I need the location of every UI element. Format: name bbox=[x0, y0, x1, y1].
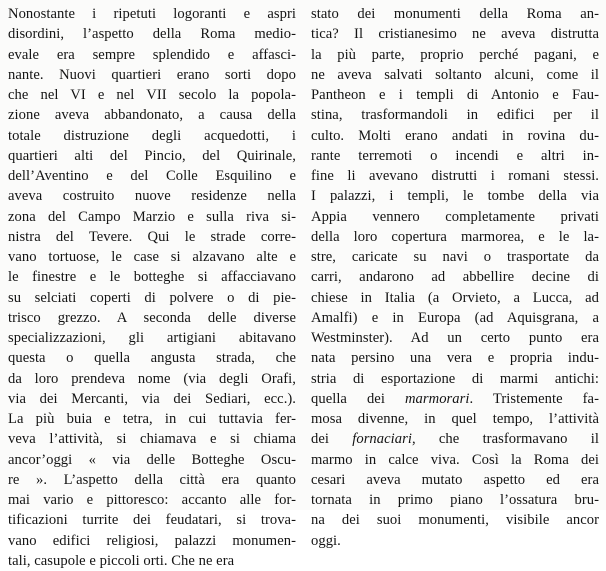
text-line: na dei suoi monumenti, visibile ancor bbox=[311, 512, 599, 529]
text-line: disordini, l’aspetto della Roma medio- bbox=[8, 26, 296, 43]
text-line: oggi. bbox=[311, 532, 341, 549]
text-line: stria di esportazione di marmi antichi: bbox=[311, 370, 599, 387]
right-text-column bbox=[311, 4, 599, 551]
text-line: zona del Campo Marzio e sulla riva si- bbox=[8, 208, 296, 225]
text-line: fine li avevano distrutti i romani stessi. bbox=[311, 168, 599, 184]
text-line: questa o quella angusta strada, che bbox=[8, 350, 296, 367]
text-line: Nonostante i ripetuti logoranti e aspri bbox=[8, 6, 296, 22]
text-line: stre, caricate su navi o trasportate da bbox=[311, 249, 599, 265]
text-line: dell’Aventino e del Colle Esquilino e bbox=[8, 168, 296, 184]
text-line: quella dei marmorari. Tristemente fa- bbox=[311, 390, 599, 407]
text-line: nistra del Tevere. Qui le strade corre- bbox=[8, 228, 296, 245]
italic-term: fornaciari bbox=[352, 431, 412, 448]
text-line: da loro prendeva nome (via degli Orafi, bbox=[8, 370, 296, 387]
text-line: Amalfi) e in Europa (ad Aquisgrana, a bbox=[311, 309, 599, 326]
text-line: veva l’attività, si chiamava e si chiama bbox=[8, 431, 296, 448]
italic-term: marmorari bbox=[404, 390, 470, 407]
text-line: vano edifici religiosi, palazzi monumen- bbox=[8, 532, 296, 549]
text-line: zione aveva abbandonato, a causa della bbox=[8, 107, 296, 124]
text-line: mosa divenne, in quel tempo, l’attività bbox=[311, 411, 599, 427]
text-line: totale distruzione degli acquedotti, i bbox=[8, 127, 296, 144]
text-line: trisco grezzo. A seconda delle diverse bbox=[8, 309, 296, 326]
text-line: quartieri alti del Pincio, del Quirinale, bbox=[8, 147, 296, 164]
text-line: la più parte, proprio perché pagani, e bbox=[311, 46, 599, 63]
text-line: aveva costruito nuove residenze nella bbox=[8, 188, 296, 205]
text-line: su selciati coperti di polvere o di pie- bbox=[8, 289, 296, 306]
text-line: rante terremoti o incendi e altri in- bbox=[311, 147, 599, 164]
text-line: specializzazioni, gli artigiani abitavano bbox=[8, 330, 296, 346]
text-line: della loro copertura marmorea, e le la- bbox=[311, 228, 599, 245]
text-line: tali, casupole e piccoli orti. Che ne era bbox=[8, 552, 235, 569]
text-line: Westminster). Ad un certo punto era bbox=[311, 330, 599, 346]
text-line: stato dei monumenti della Roma an- bbox=[311, 6, 599, 22]
text-line: marmo in calce viva. Così la Roma dei bbox=[311, 451, 599, 468]
text-line: Pantheon e i templi di Antonio e Fau- bbox=[311, 87, 599, 103]
text-line: re ». L’aspetto della città era quanto bbox=[8, 471, 296, 488]
text-line: le finestre e le botteghe si affacciavano bbox=[8, 269, 296, 286]
text-line: carri, andarono ad abbellire decine di bbox=[311, 269, 599, 286]
text-line: dei fornaciari, che trasformavano il bbox=[311, 431, 599, 448]
text-line: evale era sempre splendido e affasci- bbox=[8, 46, 296, 63]
text-line: via dei Mercanti, via dei Sediari, ecc.). bbox=[8, 390, 296, 407]
left-text-column bbox=[8, 4, 296, 571]
text-line: tica? Il cristianesimo ne aveva distrutta bbox=[311, 26, 599, 43]
text-line: che nel VI e nel VII secolo la popola- bbox=[8, 87, 296, 103]
text-line: La più buia e tetra, in cui tuttavia fer- bbox=[8, 411, 296, 427]
text-line: cesari aveva mutato aspetto ed era bbox=[311, 471, 599, 488]
text-line: chiese in Italia (a Orvieto, a Lucca, ad bbox=[311, 289, 599, 306]
text-line: ne aveva salvati soltanto alcuni, come il bbox=[311, 66, 599, 83]
text-line: ancor’oggi « via delle Botteghe Oscu- bbox=[8, 451, 296, 468]
text-line: I palazzi, i templi, le tombe della via bbox=[311, 188, 599, 205]
text-line: mai vario e pittoresco: accanto alle for- bbox=[8, 492, 296, 508]
text-line: nante. Nuovi quartieri erano sorti dopo bbox=[8, 66, 296, 83]
text-line: Appia vennero completamente privati bbox=[311, 208, 599, 225]
text-line: nata persino una vera e propria indu- bbox=[311, 350, 599, 367]
text-line: tornata in primo piano l’ossatura bru- bbox=[311, 492, 599, 508]
text-line: tificazioni turrite dei feudatari, si trova- bbox=[8, 512, 296, 529]
text-line: stina, trasformandoli in edifici per il bbox=[311, 107, 599, 124]
text-line: vano tortuose, le case si alzavano alte e bbox=[8, 249, 296, 265]
text-line: culto. Molti erano andati in rovina du- bbox=[311, 127, 599, 144]
